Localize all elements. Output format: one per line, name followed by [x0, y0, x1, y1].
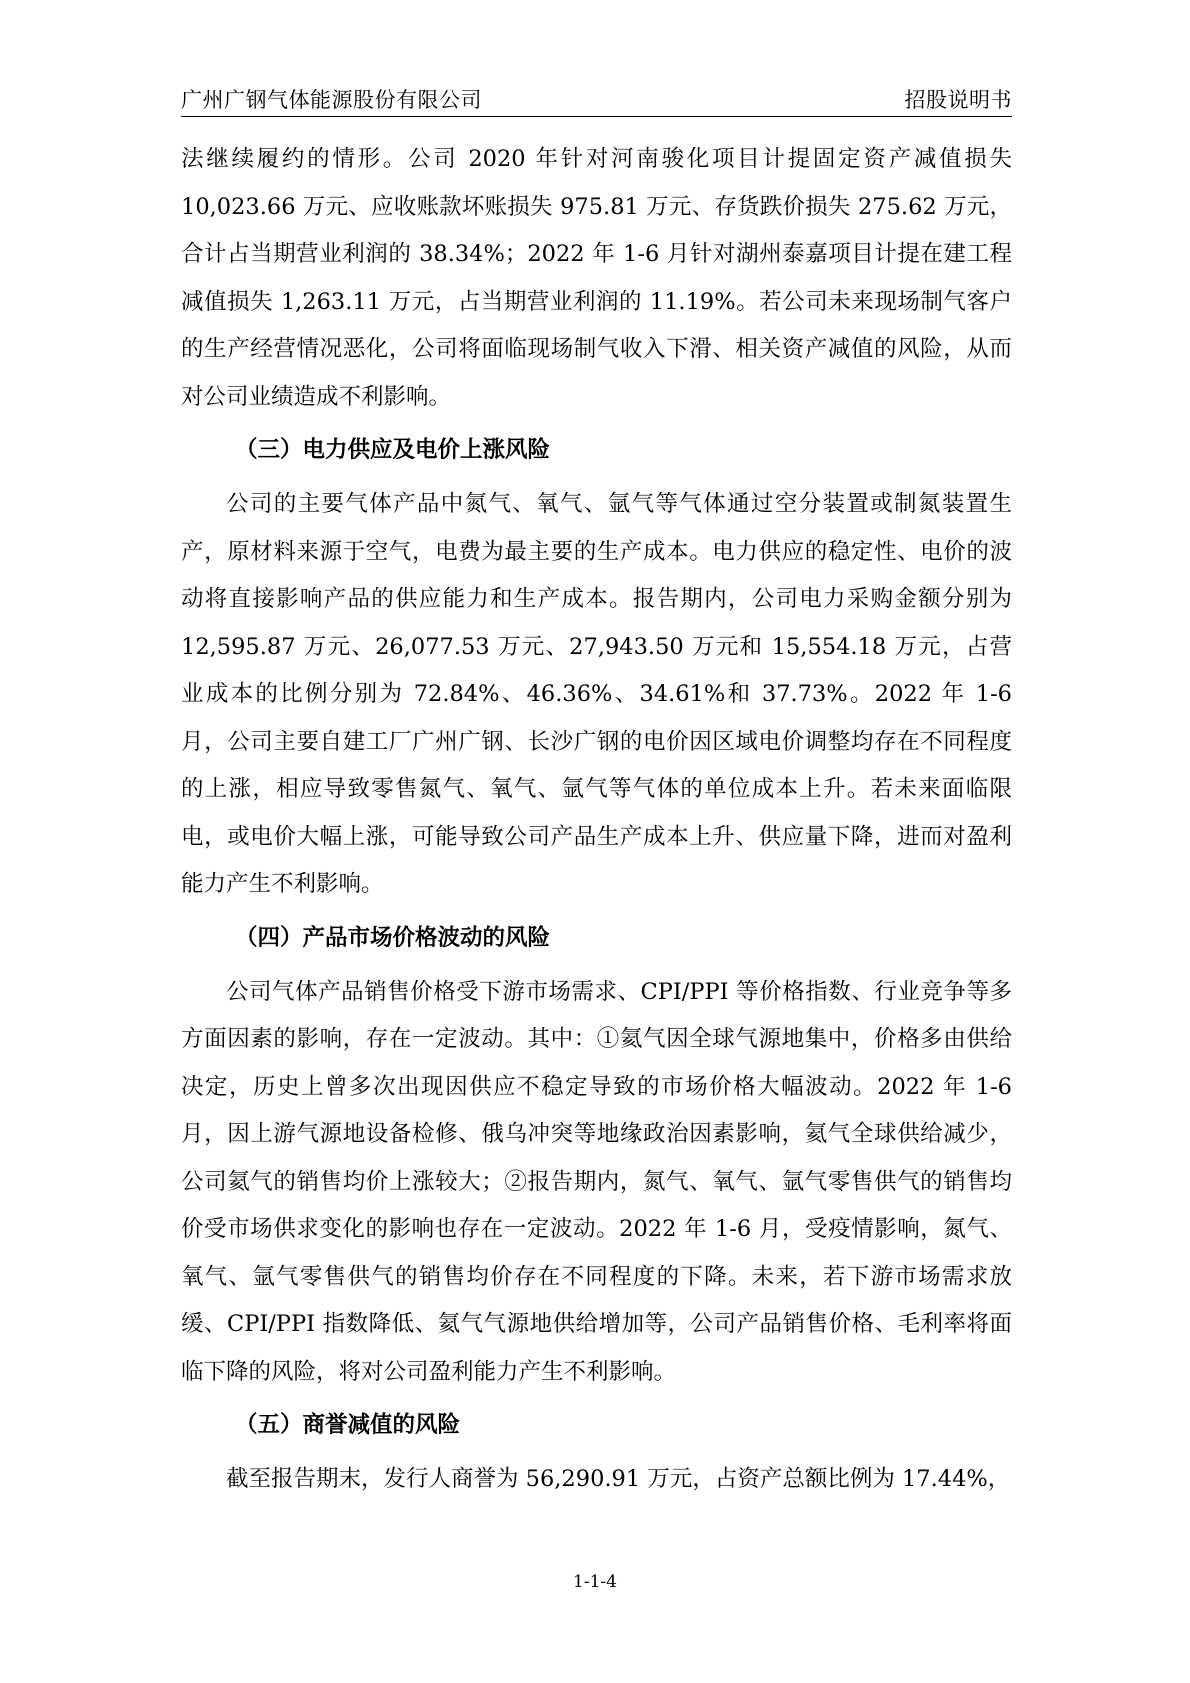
- company-name: 广州广钢气体能源股份有限公司: [181, 88, 482, 112]
- page-number: 1-1-4: [573, 1572, 617, 1592]
- paragraph-continued: 法继续履约的情形。公司 2020 年针对河南骏化项目计提固定资产减值损失 10,023.66 万元、应收账款坏账损失 975.81 万元、存货跌价损失 275.62 万元，合计占当期营业利润的 38.34%；2022 年 1-6 月针对湖州泰嘉项目计提在建工程减值损失 1,263.11 万元，占当期营业利润的 11.19%。若公司未来现场制气客户的生产经营情况恶化，公司将面临现场制气收入下滑、相关资产减值的风险，从而对公司业绩造成不利影响。: [181, 146, 1012, 410]
- page-header: [181, 80, 1012, 117]
- section-heading-power-supply: （三）电力供应及电价上涨风险: [235, 437, 551, 464]
- section-heading-price-fluctuation: （四）产品市场价格波动的风险: [235, 924, 551, 951]
- paragraph-price-fluctuation: 公司气体产品销售价格受下游市场需求、CPI/PPI 等价格指数、行业竞争等多方面因素的影响，存在一定波动。其中：①氦气因全球气源地集中，价格多由供给决定，历史上曾多次出现因供应不稳定导致的市场价格大幅波动。2022 年 1-6 月，因上游气源地设备检修、俄乌冲突等地缘政治因素影响，氦气全球供给减少，公司氦气的销售均价上涨较大；②报告期内，氮气、氧气、氩气零售供气的销售均价受市场供求变化的影响也存在一定波动。2022 年 1-6 月，受疫情影响，氮气、氧气、氩气零售供气的销售均价存在不同程度的下降。未来，若下游市场需求放缓、CPI/PPI 指数降低、氦气气源地供给增加等，公司产品销售价格、毛利率将面临下降的风险，将对公司盈利能力产生不利影响。: [181, 978, 1012, 1385]
- page-body: [181, 136, 1012, 1504]
- document-type: 招股说明书: [904, 88, 1012, 112]
- paragraph-power-supply: 公司的主要气体产品中氮气、氧气、氩气等气体通过空分装置或制氮装置生产，原材料来源于空气，电费为最主要的生产成本。电力供应的稳定性、电价的波动将直接影响产品的供应能力和生产成本。报告期内，公司电力采购金额分别为 12,595.87 万元、26,077.53 万元、27,943.50 万元和 15,554.18 万元，占营业成本的比例分别为 72.84%、46.36%、34.61%和 37.73%。2022 年 1-6 月，公司主要自建工厂广州广钢、长沙广钢的电价因区域电价调整均存在不同程度的上涨，相应导致零售氮气、氧气、氩气等气体的单位成本上升。若未来面临限电，或电价大幅上涨，可能导致公司产品生产成本上升、供应量下降，进而对盈利能力产生不利影响。: [181, 491, 1012, 897]
- section-heading-goodwill: （五）商誉减值的风险: [235, 1412, 461, 1439]
- paragraph-goodwill: 截至报告期末，发行人商誉为 56,290.91 万元，占资产总额比例为 17.44%，: [226, 1466, 1011, 1492]
